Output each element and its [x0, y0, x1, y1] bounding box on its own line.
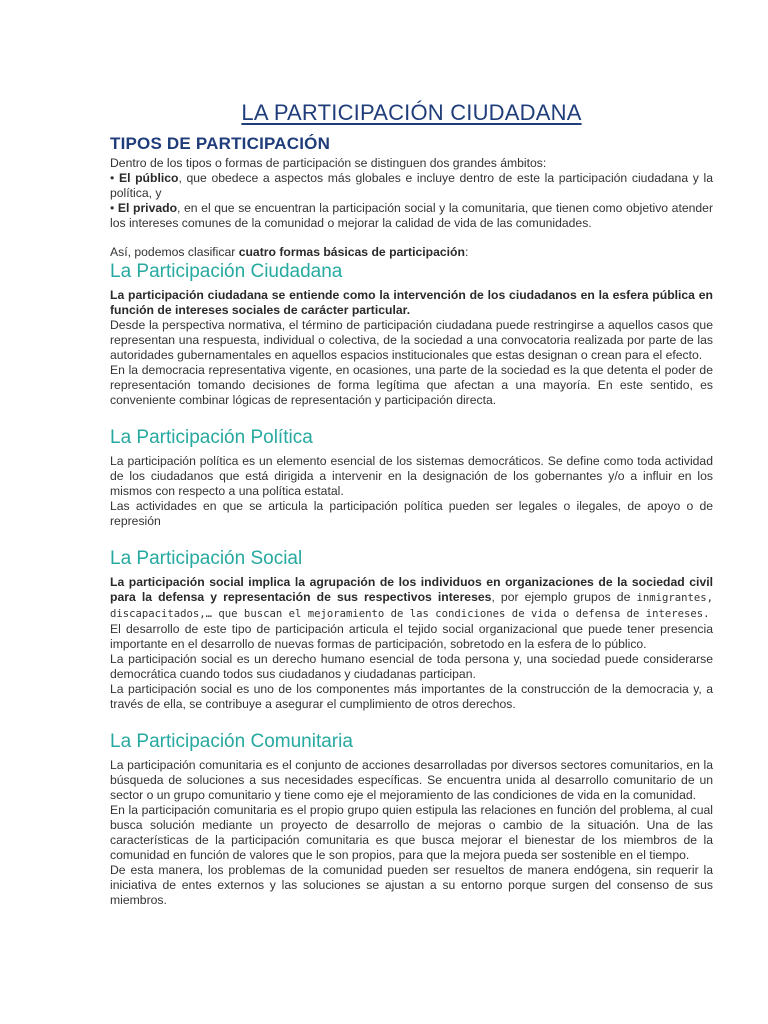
- classification-end: :: [464, 245, 469, 259]
- intro-private-item: [110, 201, 713, 231]
- social-paragraph-3: La participación social es uno de los componentes más importantes de la construcción de la democracia y, a través de ella, se contribuye a asegurar el cumplimiento de otros derechos.: [110, 682, 713, 711]
- social-lead-rest: , por ejemplo grupos de: [491, 590, 631, 604]
- spacer: [110, 231, 713, 245]
- social-paragraph-2: La participación social es un derecho humano esencial de toda persona y, una sociedad puede considerarse democrática cuando todos sus ciudadanos y ciudadanas participan.: [110, 652, 713, 681]
- heading-ciudadana: La Participación Ciudadana: [110, 261, 343, 282]
- heading-comunitaria: La Participación Comunitaria: [110, 731, 353, 752]
- intro-text: Dentro de los tipos o formas de participación se distinguen dos grandes ámbitos:: [110, 156, 547, 170]
- types-subtitle: TIPOS DE PARTICIPACIÓN: [110, 134, 331, 153]
- public-label: El público: [118, 171, 179, 185]
- document-title: LA PARTICIPACIÓN CIUDADANA: [241, 100, 582, 125]
- social-lead-bold: La participación social implica la agrupación de los individuos en organizaciones de la sociedad civil para la defensa y representación de sus respectivos intereses: [110, 575, 713, 604]
- public-text: , que obedece a aspectos más globales e incluye dentro de este la participación ciudadana y la política, y: [110, 171, 714, 200]
- social-paragraph-1: El desarrollo de este tipo de participación articula el tejido social organizacional que puede tener presencia importante en el desarrollo de nuevas formas de participación, sobretodo en la esfera de lo público.: [110, 622, 713, 651]
- bullet-private: •: [110, 201, 118, 215]
- politica-paragraph-1: La participación política es un elemento esencial de los sistemas democráticos. Se define como toda actividad de los ciudadanos que está dirigida a intervenir en la designación de los gobernantes y/o a influir en los mismos con respecto a una política estatal.: [110, 454, 713, 498]
- social-lead-examples: inmigrantes, discapacitados,… que buscan el mejoramiento de las condiciones de vida o defensa de intereses.: [110, 592, 714, 620]
- comunitaria-paragraph-2: En la participación comunitaria es el propio grupo quien estipula las relaciones en función del problema, al cual busca solución mediante un proyecto de desarrollo de mejoras o cambio de la situación. Una de las características de la participación comunitaria es que busca mejorar el bienestar de los miembros de la comunidad en función de valores que le son propios, para que la mejora pueda ser sostenible en el tiempo.: [110, 803, 713, 862]
- intro-paragraph: [110, 156, 713, 171]
- classification-paragraph: [110, 245, 713, 260]
- comunitaria-paragraph-3: De esta manera, los problemas de la comunidad pueden ser resueltos de manera endógena, sin requerir la iniciativa de entes externos y las soluciones se ajustan a su entorno porque surgen del consenso de sus miembros.: [110, 863, 713, 907]
- classification-start: Así, podemos clasificar: [110, 245, 239, 259]
- bullet-public: •: [110, 171, 119, 185]
- politica-paragraph-2: Las actividades en que se articula la participación política pueden ser legales o ilegales, de apoyo o de represión: [110, 499, 713, 528]
- classification-bold: cuatro formas básicas de participación: [238, 245, 465, 259]
- ciudadana-paragraph-2: En la democracia representativa vigente, en ocasiones, una parte de la sociedad es la que detenta el poder de representación tomando decisiones de forma legítima que afectan a una mayoría. En este sentido, es conveniente combinar lógicas de representación y participación directa.: [110, 363, 713, 407]
- social-lead: [110, 575, 713, 622]
- private-text: , en el que se encuentran la participación social y la comunitaria, que tienen como objetivo atender los intereses comunes de la comunidad o mejorar la calidad de vida de las comunidades.: [110, 201, 714, 230]
- private-label: El privado: [117, 201, 178, 215]
- intro-public-item: [110, 171, 713, 201]
- heading-politica: La Participación Política: [110, 427, 313, 448]
- ciudadana-lead: [110, 288, 713, 318]
- heading-social: La Participación Social: [110, 548, 303, 569]
- ciudadana-lead-bold: La participación ciudadana se entiende como la intervención de los ciudadanos en la esfera pública en función de intereses sociales de carácter particular.: [110, 288, 713, 317]
- comunitaria-paragraph-1: La participación comunitaria es el conjunto de acciones desarrolladas por diversos sectores comunitarios, en la búsqueda de soluciones a sus necesidades específicas. Se encuentra unida al desarrollo comunitario de un sector o un grupo comunitario y tiene como eje el mejoramiento de las condiciones de vida en la comunidad.: [110, 758, 713, 802]
- ciudadana-paragraph-1: Desde la perspectiva normativa, el término de participación ciudadana puede restringirse a aquellos casos que representan una respuesta, individual o colectiva, de la sociedad a una convocatoria realizada por parte de las autoridades gubernamentales en aquellos espacios institucionales que estas designan o crean para el efecto.: [110, 318, 713, 362]
